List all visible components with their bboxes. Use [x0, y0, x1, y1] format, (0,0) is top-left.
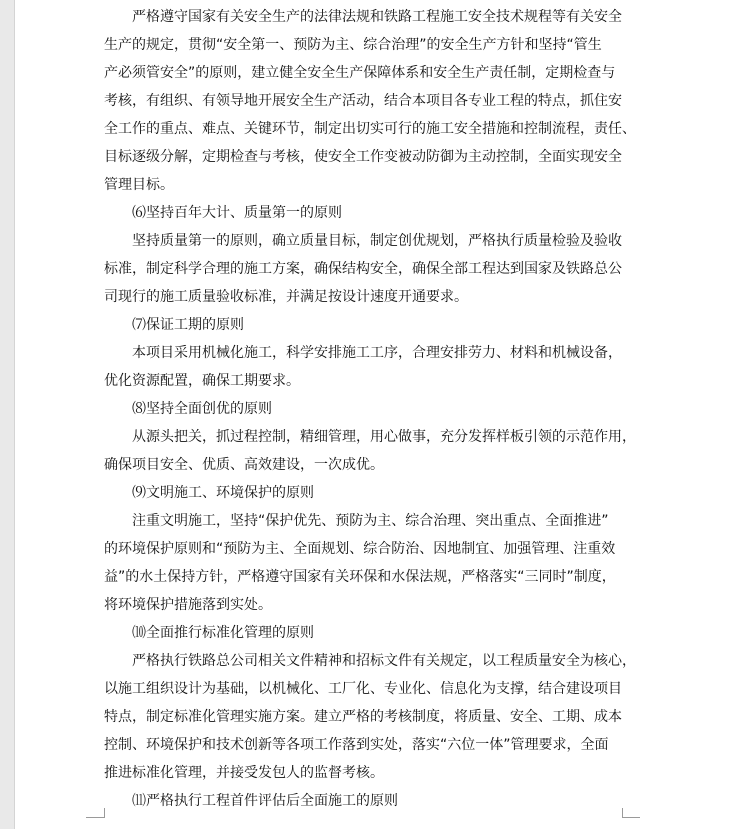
paragraph-line: 注重文明施工，坚持“保护优先、预防为主、综合治理、突出重点、全面推进”: [132, 513, 609, 529]
paragraph-line: 产必须管安全”的原则，建立健全安全生产保障体系和安全生产责任制，定期检查与: [104, 65, 616, 81]
paragraph-line: 从源头把关，抓过程控制，精细管理，用心做事，充分发挥样板引领的示范作用，: [132, 429, 636, 445]
paragraph-line: 考核，有组织、有领导地开展安全生产活动，结合本项目各专业工程的特点，抓住安: [104, 93, 622, 109]
paragraph-line: 目标逐级分解，定期检查与考核，使安全工作变被动防御为主动控制，全面实现安全: [104, 149, 622, 165]
paragraph-line: 的环境保护原则和“预防为主、全面规划、综合防治、因地制宜、加强管理、注重效: [104, 541, 616, 557]
paragraph-line: 确保项目安全、优质、高效建设，一次成优。: [104, 457, 384, 473]
heading-text: ⑼文明施工、环境保护的原则: [132, 485, 314, 501]
section-heading: [104, 787, 644, 815]
section-heading: [104, 479, 644, 507]
section-heading: [104, 311, 644, 339]
paragraph-line: 严格遵守国家有关安全生产的法律法规和铁路工程施工安全技术规程等有关安全: [132, 9, 622, 25]
body-paragraph: [104, 647, 644, 787]
paragraph-line: 标准，制定科学合理的施工方案，确保结构安全，确保全部工程达到国家及铁路总公: [104, 261, 622, 277]
section-heading: [104, 199, 644, 227]
paragraph-line: 将环境保护措施落到实处。: [104, 597, 272, 613]
section-heading: [104, 619, 644, 647]
paragraph-line: 生产的规定，贯彻“安全第一、预防为主、综合治理”的安全生产方针和坚持“管生: [104, 37, 602, 53]
paragraph-line: 管理目标。: [104, 177, 174, 193]
heading-text: ⑻坚持全面创优的原则: [132, 401, 272, 417]
paragraph-line: 本项目采用机械化施工，科学安排施工工序，合理安排劳力、材料和机械设备，: [132, 345, 622, 361]
paragraph-line: 特点，制定标准化管理实施方案。建立严格的考核制度，将质量、安全、工期、成本: [104, 709, 622, 725]
page-left-margin: [0, 0, 15, 829]
paragraph-line: 控制、环境保护和技术创新等各项工作落到实处，落实“六位一体”管理要求，全面: [104, 737, 609, 753]
body-paragraph: [104, 227, 644, 311]
body-paragraph: [104, 507, 644, 619]
paragraph-line: 益”的水土保持方针，严格遵守国家有关环保和水保法规，严格落实“三同时”制度，: [104, 569, 616, 585]
crop-mark-bottom-left: [86, 817, 104, 818]
section-heading: [104, 395, 644, 423]
paragraph-line: 司现行的施工质量验收标准，并满足按设计速度开通要求。: [104, 289, 468, 305]
body-paragraph: [104, 3, 644, 199]
heading-text: ⑹坚持百年大计、质量第一的原则: [132, 205, 342, 221]
paragraph-line: 推进标准化管理，并接受发包人的监督考核。: [104, 765, 384, 781]
heading-text: ⑽全面推行标准化管理的原则: [132, 625, 314, 641]
body-paragraph: [104, 423, 644, 479]
paragraph-line: 坚持质量第一的原则，确立质量目标，制定创优规划，严格执行质量检验及验收: [132, 233, 622, 249]
paragraph-line: 优化资源配置，确保工期要求。: [104, 373, 300, 389]
body-paragraph: [104, 339, 644, 395]
heading-text: ⑾严格执行工程首件评估后全面施工的原则: [132, 793, 398, 809]
document-body: [104, 3, 644, 815]
paragraph-line: 严格执行铁路总公司相关文件精神和招标文件有关规定，以工程质量安全为核心，: [132, 653, 636, 669]
paragraph-line: 全工作的重点、难点、关键环节，制定出切实可行的施工安全措施和控制流程，责任、: [104, 121, 636, 137]
paragraph-line: 以施工组织设计为基础，以机械化、工厂化、专业化、信息化为支撑，结合建设项目: [104, 681, 622, 697]
heading-text: ⑺保证工期的原则: [132, 317, 244, 333]
crop-mark-bottom-right: [622, 817, 640, 818]
